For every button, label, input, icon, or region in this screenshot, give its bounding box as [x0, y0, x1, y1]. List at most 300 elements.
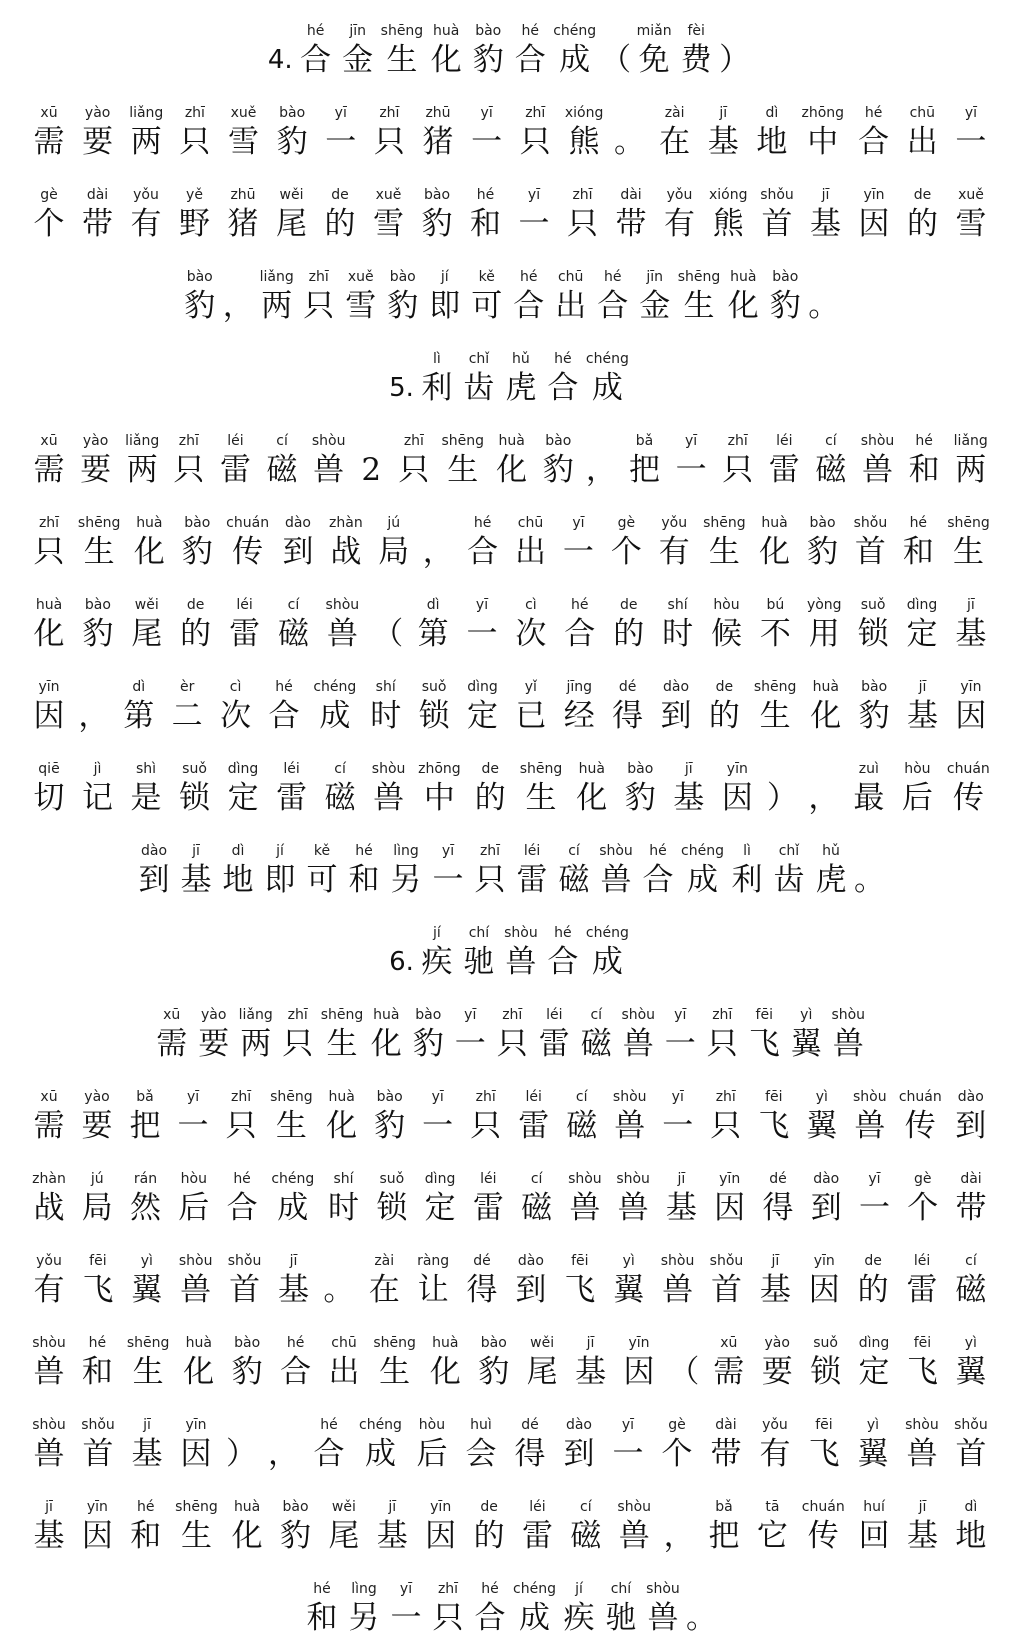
pinyin: zhōng: [801, 105, 845, 121]
hanzi: 首: [229, 1272, 261, 1308]
hanzi-unit: [952, 432, 990, 490]
hanzi: 它: [756, 1518, 788, 1554]
hanzi-unit: [471, 1580, 509, 1638]
hanzi-unit: [620, 1334, 658, 1392]
hanzi: 的: [474, 780, 506, 816]
pinyin: dào: [141, 843, 168, 859]
hanzi: 只: [373, 124, 405, 160]
hanzi: 只: [706, 1026, 738, 1062]
pinyin: shòu: [660, 1253, 695, 1269]
hanzi: 需: [713, 1354, 745, 1390]
hanzi-unit: [903, 1498, 941, 1556]
hanzi-unit: [952, 1088, 990, 1146]
hanzi-unit: [855, 104, 893, 162]
hanzi: 成: [591, 944, 623, 980]
pinyin: yào: [764, 1335, 790, 1351]
pinyin: yī: [527, 187, 541, 203]
hanzi-unit: [371, 1088, 409, 1146]
pinyin: cí: [580, 1499, 592, 1515]
pinyin: zhī: [184, 105, 205, 121]
pinyin: liǎng: [953, 433, 988, 449]
pinyin: jī: [586, 1335, 595, 1351]
hanzi-unit: [342, 268, 380, 326]
hanzi-unit: [176, 186, 214, 244]
hanzi-unit: [899, 514, 937, 572]
hanzi-unit: [339, 22, 377, 80]
pinyin: chéng: [681, 843, 724, 859]
pinyin: fēi: [765, 1089, 783, 1105]
hanzi: 个: [907, 1190, 939, 1226]
hanzi-unit: [365, 1252, 403, 1310]
hanzi: 翼: [790, 1026, 822, 1062]
hanzi: 传: [232, 534, 264, 570]
hanzi-unit: [451, 1006, 489, 1064]
hanzi: 因: [858, 206, 890, 242]
hanzi: ，: [585, 452, 617, 488]
pinyin: zhī: [715, 1089, 736, 1105]
hanzi: 成: [364, 1436, 396, 1472]
pinyin: yīn: [628, 1335, 650, 1351]
hanzi: 第: [123, 698, 155, 734]
section-number: 4.: [267, 45, 293, 75]
pinyin: jí: [276, 843, 284, 859]
hanzi-unit: [237, 1006, 275, 1064]
pinyin: fēi: [571, 1253, 589, 1269]
pinyin: dì: [964, 1499, 978, 1515]
hanzi: 化: [33, 616, 65, 652]
pinyin: bào: [772, 269, 799, 285]
hanzi: ）: [766, 780, 798, 816]
hanzi: 两: [261, 288, 293, 324]
pinyin: hé: [603, 269, 622, 285]
hanzi-unit: [77, 432, 115, 490]
hanzi: 成: [518, 1600, 550, 1636]
hanzi: 候: [710, 616, 742, 652]
pinyin: shòu: [311, 433, 346, 449]
hanzi: 回: [858, 1518, 890, 1554]
hanzi: 雷: [768, 452, 800, 488]
pinyin: jīn: [349, 23, 366, 39]
text-line: [30, 742, 990, 824]
pinyin: chéng: [513, 1581, 556, 1597]
pinyin: cí: [276, 433, 288, 449]
hanzi: 化: [576, 780, 608, 816]
hanzi-unit: [30, 432, 68, 490]
hanzi: 基: [955, 616, 987, 652]
hanzi-unit: [321, 1006, 364, 1064]
hanzi-unit: [560, 1580, 598, 1638]
hanzi: 需: [33, 452, 65, 488]
pinyin: zhī: [178, 433, 199, 449]
hanzi-unit: [225, 104, 263, 162]
pinyin: léi: [283, 761, 300, 777]
hanzi-unit: [310, 432, 348, 490]
hanzi-unit: [756, 1416, 794, 1474]
hanzi-unit: [851, 514, 889, 572]
pinyin: dài: [715, 1417, 737, 1433]
hanzi: 化: [430, 42, 462, 78]
hanzi-unit: [222, 1088, 260, 1146]
hanzi: 需: [33, 1108, 65, 1144]
punctuation: [767, 760, 798, 818]
hanzi-unit: [178, 514, 216, 572]
hanzi-unit: [469, 22, 507, 80]
hanzi: 化: [810, 698, 842, 734]
pinyin: zhī: [38, 515, 60, 531]
hanzi-unit: [510, 268, 548, 326]
hanzi-unit: [512, 678, 550, 736]
hanzi: 生: [379, 1354, 411, 1390]
pinyin: jī: [45, 1499, 53, 1515]
hanzi: 只: [282, 1026, 314, 1062]
hanzi: 疾: [563, 1600, 595, 1636]
hanzi-unit: [463, 596, 501, 654]
hanzi: 一: [471, 124, 503, 160]
hanzi: 兽: [862, 452, 894, 488]
hanzi: 猪: [422, 124, 454, 160]
hanzi: 即: [264, 862, 296, 898]
hanzi: 记: [82, 780, 114, 816]
pinyin: bǎ: [136, 1089, 154, 1105]
hanzi: 次: [220, 698, 252, 734]
hanzi-unit: [659, 596, 697, 654]
hanzi: 豹: [807, 534, 838, 570]
hanzi-unit: [462, 1416, 500, 1474]
hanzi: 中: [807, 124, 839, 160]
pinyin: yīn: [719, 1171, 741, 1187]
hanzi-unit: [426, 1334, 464, 1392]
pinyin: bào: [809, 515, 836, 531]
hanzi: 雷: [538, 1026, 570, 1062]
hanzi: 只: [519, 124, 551, 160]
hanzi: 要: [198, 1026, 230, 1062]
hanzi: 费: [680, 42, 712, 78]
hanzi: 豹: [478, 1354, 510, 1390]
hanzi: ）: [719, 42, 751, 78]
pinyin: dé: [769, 1171, 787, 1187]
hanzi-unit: [770, 842, 808, 900]
hanzi-unit: [807, 678, 845, 736]
hanzi: 基: [131, 1436, 163, 1472]
hanzi-unit: [258, 268, 296, 326]
hanzi-unit: [661, 1006, 699, 1064]
hanzi: 另: [390, 862, 422, 898]
pinyin: de: [715, 679, 734, 695]
hanzi: 到: [282, 534, 314, 570]
pinyin: dìng: [424, 1171, 456, 1187]
pinyin: yī: [480, 105, 493, 121]
pinyin: jī: [677, 1171, 686, 1187]
hanzi-unit: [30, 1498, 68, 1556]
hanzi: 野: [179, 206, 210, 242]
hanzi-unit: [177, 1252, 215, 1310]
hanzi: 两: [240, 1026, 272, 1062]
hanzi-unit: [812, 842, 850, 900]
hanzi-unit: [30, 1088, 68, 1146]
hanzi: 因: [33, 698, 65, 734]
hanzi-unit: [899, 1088, 942, 1146]
hanzi-unit: [414, 596, 452, 654]
hanzi: 飞: [748, 1026, 780, 1062]
hanzi: 只: [225, 1108, 257, 1144]
pinyin: xū: [40, 1089, 58, 1105]
hanzi-unit: [898, 760, 936, 818]
pinyin: jí: [575, 1581, 583, 1597]
hanzi: 合: [300, 42, 332, 78]
pinyin: dào: [284, 515, 311, 531]
hanzi: 成: [686, 862, 718, 898]
pinyin: suǒ: [182, 761, 207, 777]
hanzi-unit: [226, 1252, 264, 1310]
hanzi-unit: [30, 1334, 68, 1392]
hanzi-unit: [787, 1006, 825, 1064]
pinyin: kě: [313, 843, 331, 859]
pinyin: huà: [35, 597, 63, 613]
hanzi: ，: [422, 534, 454, 570]
hanzi-unit: [30, 1416, 68, 1474]
pinyin: bào: [186, 269, 213, 285]
hanzi: 出: [328, 1354, 360, 1390]
pinyin: jí: [433, 925, 441, 941]
hanzi-unit: [621, 760, 659, 818]
pinyin: hé: [275, 679, 293, 695]
pinyin: xióng: [564, 105, 604, 121]
hanzi: 合: [564, 616, 596, 652]
pinyin: yīn: [38, 679, 60, 695]
hanzi: 地: [222, 862, 254, 898]
hanzi: （: [668, 1354, 700, 1390]
pinyin: bào: [545, 433, 572, 449]
pinyin: dì: [765, 105, 779, 121]
hanzi: 定: [466, 698, 498, 734]
pinyin: huà: [136, 515, 163, 531]
pinyin: zhī: [231, 1089, 252, 1105]
hanzi-unit: [703, 514, 746, 572]
hanzi: 利: [421, 370, 453, 406]
hanzi-unit: [502, 350, 540, 408]
hanzi: 驰: [605, 1600, 637, 1636]
hanzi-unit: [567, 1498, 605, 1556]
hanzi: 得: [612, 698, 644, 734]
pinyin: zhàn: [329, 515, 363, 531]
hanzi: 翼: [131, 1272, 163, 1308]
hanzi: 经: [563, 698, 595, 734]
hanzi: 只: [474, 862, 506, 898]
hanzi-unit: [226, 596, 264, 654]
text-line: [30, 1562, 990, 1644]
hanzi-unit: [756, 514, 794, 572]
pinyin: yī: [475, 597, 489, 613]
hanzi: 带: [82, 206, 113, 242]
hanzi-unit: [903, 1252, 941, 1310]
hanzi: 因: [425, 1518, 457, 1554]
hanzi: 定: [858, 1354, 890, 1390]
pinyin: yǒu: [36, 1253, 62, 1269]
hanzi: 基: [759, 1272, 791, 1308]
hanzi: 到: [138, 862, 170, 898]
pinyin: shòu: [178, 1253, 213, 1269]
hanzi-unit: [681, 842, 724, 900]
hanzi-unit: [807, 1334, 845, 1392]
pinyin: rán: [133, 1171, 158, 1187]
hanzi: 一: [466, 616, 498, 652]
pinyin: léi: [525, 1089, 542, 1105]
hanzi: 生: [759, 698, 791, 734]
hanzi: 锁: [179, 780, 211, 816]
hanzi: 兽: [373, 780, 405, 816]
hanzi: 和: [306, 1600, 338, 1636]
pinyin: xū: [163, 1007, 181, 1023]
hanzi-unit: [805, 1252, 843, 1310]
punctuation: [226, 1416, 257, 1474]
pinyin: shēng: [126, 1335, 170, 1351]
pinyin: de: [619, 597, 638, 613]
pinyin: lì: [743, 843, 751, 859]
hanzi: 到: [563, 1436, 595, 1472]
hanzi: 驰: [463, 944, 495, 980]
hanzi: 把: [708, 1518, 740, 1554]
text-line: [30, 578, 990, 660]
pinyin: léi: [236, 597, 253, 613]
hanzi-unit: [223, 1170, 261, 1228]
hanzi: 兽: [180, 1272, 212, 1308]
pinyin: zài: [664, 105, 685, 121]
pinyin: hé: [481, 1581, 499, 1597]
hanzi: 的: [180, 616, 212, 652]
hanzi-unit: [850, 760, 888, 818]
hanzi: 二: [171, 698, 203, 734]
pinyin: chuán: [801, 1499, 845, 1515]
hanzi: ，: [222, 288, 254, 324]
hanzi: 合: [226, 1190, 258, 1226]
pinyin: bào: [389, 269, 416, 285]
hanzi-unit: [273, 760, 311, 818]
pinyin: yīn: [430, 1499, 452, 1515]
pinyin: xū: [720, 1335, 738, 1351]
hanzi-unit: [274, 1252, 312, 1310]
pinyin: shòu: [599, 843, 633, 859]
hanzi: 第: [417, 616, 449, 652]
pinyin: xióng: [709, 187, 748, 203]
pinyin: dìng: [467, 679, 498, 695]
hanzi: 兽: [906, 1436, 938, 1472]
hanzi-unit: [563, 1088, 601, 1146]
hanzi: 齿: [463, 370, 495, 406]
pinyin: yě: [186, 187, 203, 203]
hanzi-unit: [30, 596, 68, 654]
hanzi: 化: [496, 452, 528, 488]
hanzi-unit: [127, 1170, 165, 1228]
hanzi-unit: [711, 1170, 749, 1228]
hanzi: 只: [722, 452, 754, 488]
hanzi: 雷: [472, 1190, 504, 1226]
hanzi: 合: [280, 1354, 312, 1390]
hanzi: 成: [591, 370, 623, 406]
hanzi: 基: [810, 206, 841, 242]
hanzi: 合: [514, 42, 546, 78]
pinyin: de: [331, 187, 349, 203]
pinyin: shòu: [905, 1417, 939, 1433]
pinyin: hé: [521, 23, 539, 39]
hanzi: 得: [514, 1436, 546, 1472]
text-line: [30, 250, 990, 332]
hanzi-unit: [468, 268, 506, 326]
hanzi: 锁: [418, 698, 450, 734]
hanzi-unit: [421, 1170, 459, 1228]
pinyin: hé: [233, 1171, 251, 1187]
hanzi-unit: [544, 350, 582, 408]
pinyin: cí: [965, 1253, 977, 1269]
pinyin: cí: [568, 843, 580, 859]
pinyin: yī: [399, 1581, 413, 1597]
hanzi-unit: [174, 1088, 212, 1146]
hanzi: 金: [342, 42, 374, 78]
text-line: [30, 1480, 990, 1562]
hanzi: 雷: [516, 862, 548, 898]
hanzi-unit: [710, 1334, 748, 1392]
hanzi: 后: [178, 1190, 210, 1226]
hanzi: 兽: [505, 944, 537, 980]
hanzi-unit: [127, 1498, 165, 1556]
hanzi: 齿: [773, 862, 805, 898]
hanzi: 兽: [313, 452, 345, 488]
hanzi: 雷: [229, 616, 261, 652]
pinyin: yī: [441, 843, 455, 859]
hanzi-unit: [463, 1252, 501, 1310]
hanzi: 熊: [568, 124, 600, 160]
pinyin: shēng: [519, 761, 563, 777]
hanzi-unit: [805, 1416, 843, 1474]
hanzi: 尾: [276, 206, 307, 242]
hanzi-unit: [765, 432, 803, 490]
hanzi-unit: [325, 1170, 363, 1228]
hanzi: 局: [378, 534, 410, 570]
hanzi-unit: [805, 596, 843, 654]
pinyin: zhū: [425, 105, 451, 121]
hanzi-unit: [564, 186, 602, 244]
hanzi-unit: [903, 104, 941, 162]
hanzi: 地: [955, 1518, 987, 1554]
hanzi: 的: [473, 1518, 505, 1554]
hanzi-unit: [263, 432, 301, 490]
pinyin: hòu: [418, 1417, 446, 1433]
hanzi: 地: [756, 124, 788, 160]
hanzi-unit: [659, 1088, 697, 1146]
hanzi-unit: [297, 22, 335, 80]
hanzi: 切: [33, 780, 65, 816]
section-number: 6.: [389, 947, 414, 977]
hanzi-unit: [615, 1498, 653, 1556]
hanzi: 翼: [613, 1272, 645, 1308]
hanzi: 一: [518, 206, 550, 242]
hanzi: 虎: [505, 370, 537, 406]
hanzi: 一: [955, 124, 987, 160]
pinyin: de: [913, 187, 932, 203]
hanzi-unit: [273, 104, 311, 162]
pinyin: cí: [575, 1089, 588, 1105]
hanzi: 出: [906, 124, 938, 160]
hanzi: 一: [325, 124, 357, 160]
hanzi: 磁: [324, 780, 356, 816]
pinyin: shòu: [568, 1171, 602, 1187]
hanzi: 因: [714, 1190, 746, 1226]
hanzi-unit: [855, 678, 893, 736]
hanzi: 首: [955, 1436, 987, 1472]
pinyin: cí: [334, 761, 346, 777]
hanzi-unit: [321, 760, 359, 818]
pinyin: xuě: [958, 187, 984, 203]
hanzi-unit: [78, 1088, 116, 1146]
